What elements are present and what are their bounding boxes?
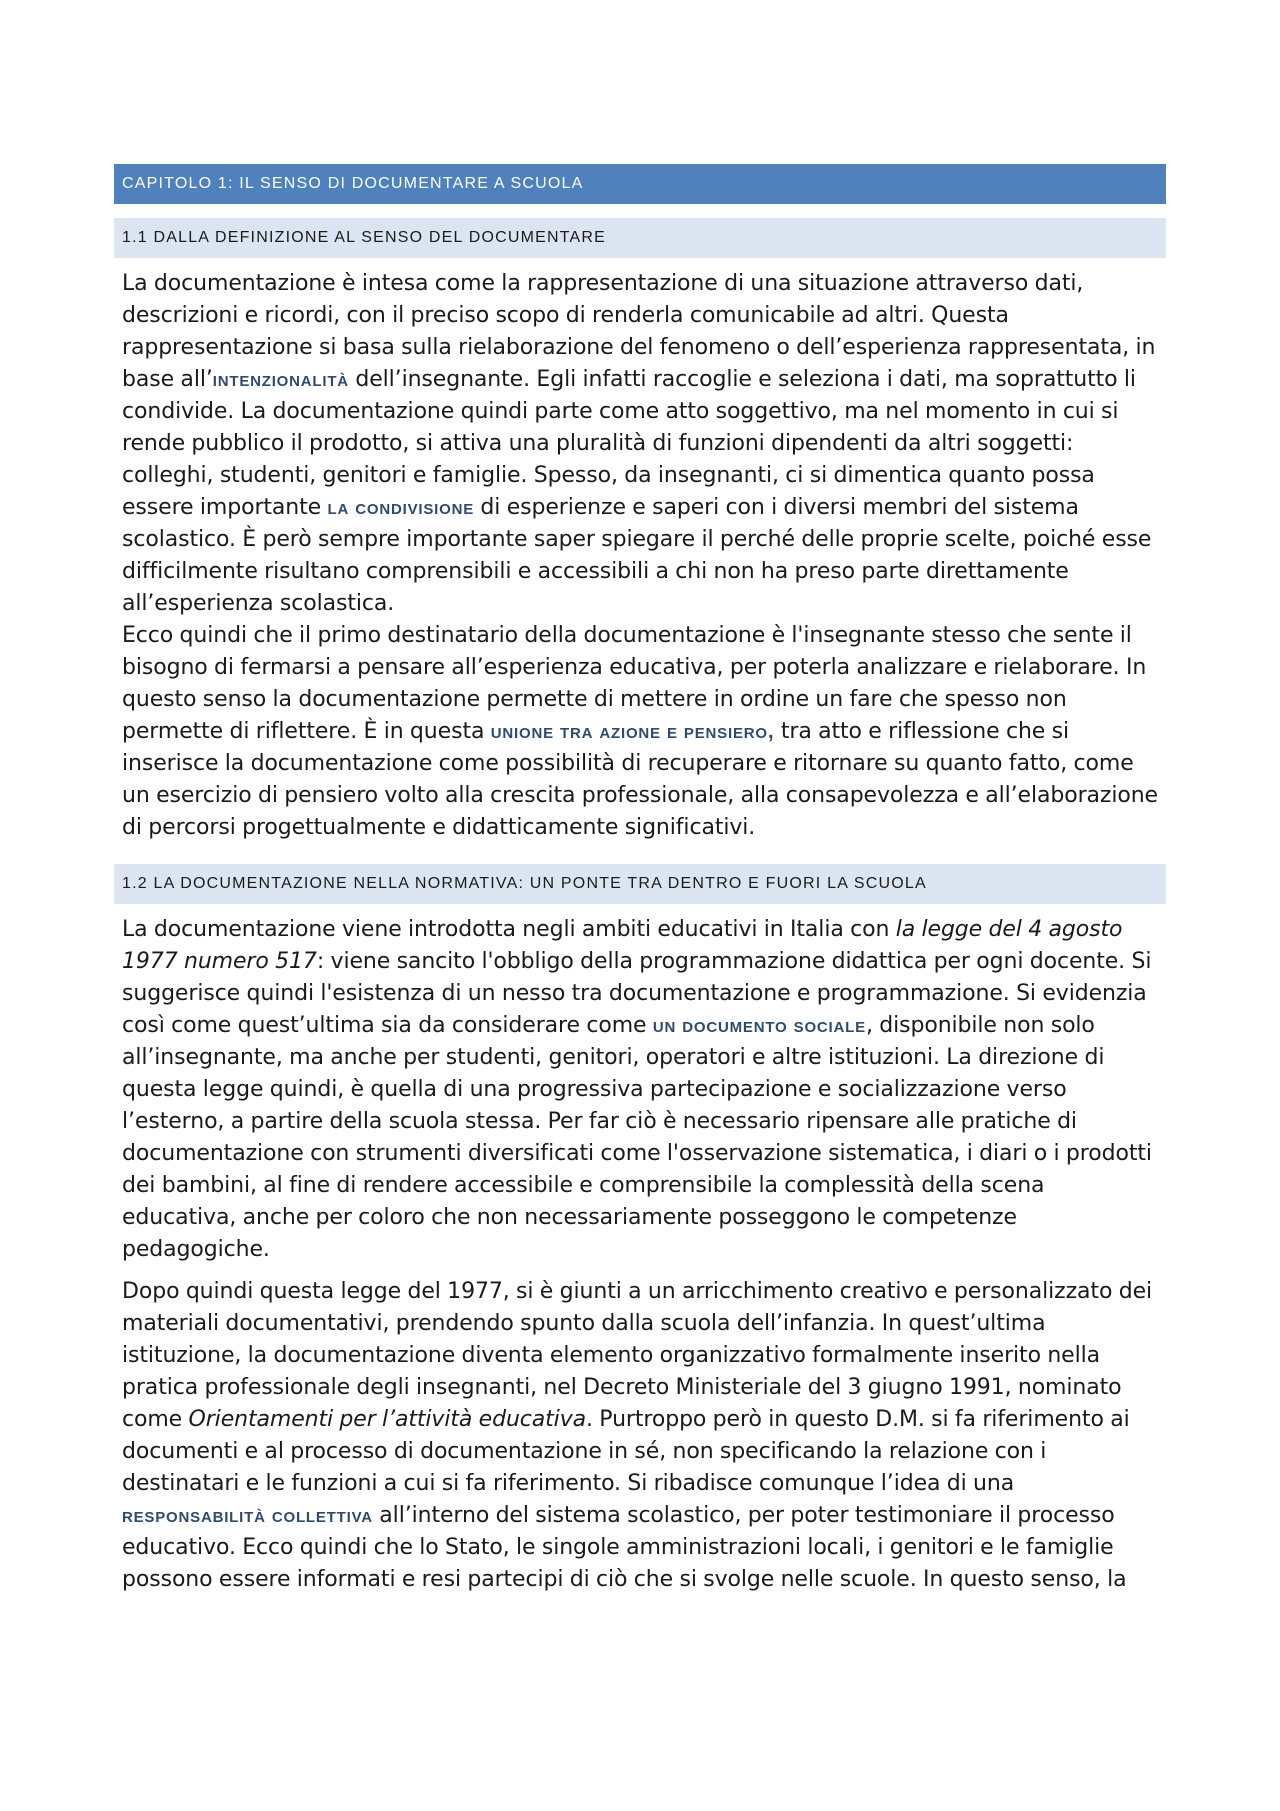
- key-term: unione tra azione e pensiero,: [490, 720, 775, 743]
- text-run: La documentazione è intesa come la rappresentazione di una situazione attraverso dati, descrizioni e ricordi, con il preciso scopo di renderla comunicabile ad altri. Questa rappresentazione si basa sulla rielaborazione del fenomeno o dell’esperienza rappresentata, in base all’: [122, 271, 1156, 392]
- page-content: [114, 164, 1166, 1596]
- section-heading-1-2: 1.2 LA DOCUMENTAZIONE NELLA NORMATIVA: UN PONTE TRA DENTRO E FUORI LA SCUOLA: [114, 864, 1166, 904]
- paragraph-1-1-b: [114, 620, 1166, 844]
- text-run: di esperienze e saperi con i diversi membri del sistema scolastico. È però sempre importante saper spiegare il perché delle proprie scelte, poiché esse difficilmente risultano comprensibili e accessibili a chi non ha preso parte direttamente all’esperienza scolastica.: [122, 495, 1152, 616]
- text-run: all’interno del sistema scolastico, per poter testimoniare il processo educativo. Ecco quindi che lo Stato, le singole amministrazioni locali, i genitori e le famiglie possono essere informati e resi partecipi di ciò che si svolge nelle scuole. In questo senso, la: [122, 1503, 1127, 1592]
- key-term: la condivisione: [327, 496, 475, 519]
- key-term: intenzionalità: [212, 368, 349, 391]
- key-term: un documento sociale: [652, 1014, 866, 1037]
- text-run: . Purtroppo però in questo D.M. si fa riferimento ai documenti e al processo di documentazione in sé, non specificando la relazione con i destinatari e le funzioni a cui si fa riferimento. Si ribadisce comunque l’idea di una: [122, 1407, 1130, 1496]
- paragraph-1-2-a: [114, 914, 1166, 1266]
- section-heading-1-1: 1.1 DALLA DEFINIZIONE AL SENSO DEL DOCUMENTARE: [114, 218, 1166, 258]
- text-run: tra atto e riflessione che si inserisce la documentazione come possibilità di recuperare e ritornare su quanto fatto, come un esercizio di pensiero volto alla crescita professionale, alla consapevolezza e all’elaborazione di percorsi progettualmente e didatticamente significativi.: [122, 719, 1158, 840]
- italic-reference: la legge del 4 agosto 1977 numero 517: [122, 917, 1123, 974]
- text-run: Ecco quindi che il primo destinatario della documentazione è l'insegnante stesso che sente il bisogno di fermarsi a pensare all’esperienza educativa, per poterla analizzare e rielaborare. In questo senso la documentazione permette di mettere in ordine un fare che spesso non permette di riflettere. È in questa: [122, 623, 1147, 744]
- text-run: Dopo quindi questa legge del 1977, si è giunti a un arricchimento creativo e personalizzato dei materiali documentativi, prendendo spunto dalla scuola dell’infanzia. In quest’ultima istituzione, la documentazione diventa elemento organizzativo formalmente inserito nella pratica professionale degli insegnanti, nel Decreto Ministeriale del 3 giugno 1991, nominato come: [122, 1279, 1153, 1432]
- text-run: La documentazione viene introdotta negli ambiti educativi in Italia con: [122, 917, 896, 942]
- key-term: responsabilità collettiva: [122, 1504, 373, 1527]
- paragraph-1-2-b: [114, 1276, 1166, 1596]
- chapter-heading: CAPITOLO 1: IL SENSO DI DOCUMENTARE A SCUOLA: [114, 164, 1166, 204]
- text-run: , disponibile non solo all’insegnante, ma anche per studenti, genitori, operatori e altre istituzioni. La direzione di questa legge quindi, è quella di una progressiva partecipazione e socializzazione verso l’esterno, a partire della scuola stessa. Per far ciò è necessario ripensare alle pratiche di documentazione con strumenti diversificati come l'osservazione sistematica, i diari o i prodotti dei bambini, al fine di rendere accessibile e comprensibile la complessità della scena educativa, anche per coloro che non necessariamente posseggono le competenze pedagogiche.: [122, 1013, 1152, 1262]
- text-run: : viene sancito l'obbligo della programmazione didattica per ogni docente. Si suggerisce quindi l'esistenza di un nesso tra documentazione e programmazione. Si evidenzia così come quest’ultima sia da considerare come: [122, 949, 1152, 1038]
- italic-reference: Orientamenti per l’attività educativa: [188, 1407, 586, 1432]
- paragraph-1-1-a: [114, 268, 1166, 620]
- text-run: dell’insegnante. Egli infatti raccoglie e seleziona i dati, ma soprattutto li condivide. La documentazione quindi parte come atto soggettivo, ma nel momento in cui si rende pubblico il prodotto, si attiva una pluralità di funzioni dipendenti da altri soggetti: colleghi, studenti, genitori e famiglie. Spesso, da insegnanti, ci si dimentica quanto possa essere importante: [122, 367, 1136, 520]
